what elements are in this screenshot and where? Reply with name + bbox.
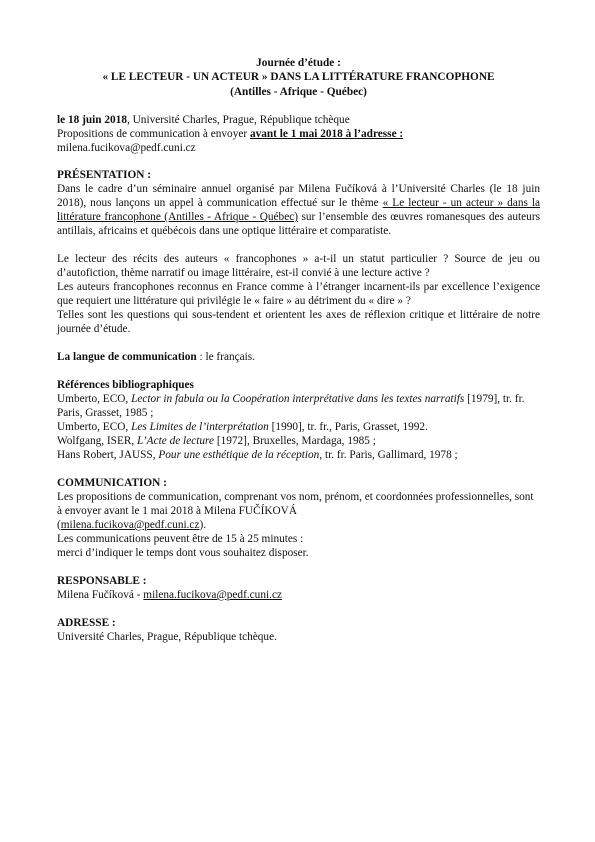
reference-title: Les Limites de l’interprétation [131, 420, 269, 433]
presentation-paragraph-3: Les auteurs francophones reconnus en France comme à l’étranger incarnent-ils par excellence l’exigence que requiert une littérature qui privilégie le « faire » au détriment du « dire » ? [57, 280, 540, 307]
responsable-heading: RESPONSABLE : [57, 574, 147, 587]
reference-item [57, 392, 540, 420]
reference-author: Hans Robert, JAUSS, [57, 448, 159, 461]
presentation-heading: PRÉSENTATION : [57, 168, 152, 181]
reference-author: Umberto, ECO, [57, 392, 132, 405]
adresse-heading: ADRESSE : [57, 616, 116, 629]
reference-title: Pour une esthétique de la réception [158, 448, 320, 461]
event-date: le 18 juin 2018 [57, 113, 127, 126]
title-line-3: (Antilles - Afrique - Québec) [230, 85, 367, 98]
language-value: : le français. [196, 350, 255, 363]
proposal-deadline: avant le 1 mai 2018 à l’adresse : [249, 127, 404, 140]
proposal-line [57, 127, 540, 141]
reference-title: L’Acte de lecture [137, 434, 214, 447]
presentation-paragraph-1 [57, 182, 540, 238]
reference-author: Wolfgang, ISER, [57, 434, 138, 447]
reference-item [57, 448, 540, 462]
communication-heading: COMMUNICATION : [57, 476, 167, 489]
paren-close: ). [199, 518, 207, 531]
reference-title: Lector in fabula ou la Coopération interprétative dans les textes narratifs [131, 392, 465, 405]
communication-email-link[interactable]: milena.fucikova@pedf.cuni.cz [60, 518, 200, 531]
language-line [57, 350, 540, 364]
communication-email-line [57, 518, 540, 532]
document-page [57, 56, 540, 644]
proposal-text: Propositions de communication à envoyer [57, 127, 250, 140]
responsable-line [57, 588, 540, 602]
communication-duration: Les communications peuvent être de 15 à 25 minutes : [57, 532, 304, 545]
reference-details: , tr. fr. Paris, Gallimard, 1978 ; [319, 448, 458, 461]
presentation-paragraph-4: Telles sont les questions qui sous-tendent et orientent les axes de réflexion critique et littéraire de notre journée d’étude. [57, 308, 540, 335]
event-location: , Université Charles, Prague, République tchèque [126, 113, 350, 126]
reference-details: [1990], tr. fr., Paris, Grasset, 1992. [268, 420, 428, 433]
reference-item [57, 434, 540, 448]
references-heading: Références bibliographiques [57, 378, 194, 391]
presentation-p1-outro: sur l’ensemble des œuvres romanesques des auteurs antillais, africains et québécois dans une optique littéraire et comparatiste. [57, 210, 541, 237]
reference-author: Umberto, ECO, [57, 420, 132, 433]
event-date-line [57, 113, 540, 127]
presentation-paragraph-2: Le lecteur des récits des auteurs « francophones » a-t-il un statut particulier ? Source de jeu ou d’autofiction, thème narratif ou image littéraire, est-il convié à une lecture active ? [57, 252, 540, 279]
contact-email: milena.fucikova@pedf.cuni.cz [57, 141, 196, 154]
language-label: La langue de communication [57, 350, 197, 363]
paren-open: ( [57, 518, 61, 531]
adresse-value: Université Charles, Prague, République tchèque. [57, 630, 277, 643]
responsable-email-link[interactable]: milena.fucikova@pedf.cuni.cz [143, 588, 282, 601]
communication-time-note: merci d’indiquer le temps dont vous souhaitez disposer. [57, 546, 309, 559]
reference-details: [1979], tr. fr. Paris, Grasset, 1985 ; [57, 392, 525, 419]
title-line-1: Journée d’étude : [256, 57, 341, 69]
communication-text: Les propositions de communication, comprenant vos nom, prénom, et coordonnées professionnelles, sont à envoyer avant le 1 mai 2018 à Milena FUČÍKOVÁ [57, 490, 534, 517]
responsable-name: Milena Fučíková - [57, 588, 144, 601]
reference-details: [1972], Bruxelles, Mardaga, 1985 ; [214, 434, 376, 447]
presentation-theme: « Le lecteur - un acteur » dans la littérature francophone (Antilles - Afrique - Québec) [57, 196, 540, 223]
presentation-p1-intro: Dans le cadre d’un séminaire annuel organisé par Milena Fučíková à l’Université Charles (le 18 juin 2018), nous lançons un appel à communication effectué sur le thème [57, 182, 540, 209]
reference-item [57, 420, 540, 434]
title-line-2: « LE LECTEUR - UN ACTEUR » DANS LA LITTÉRATURE FRANCOPHONE [102, 71, 495, 84]
